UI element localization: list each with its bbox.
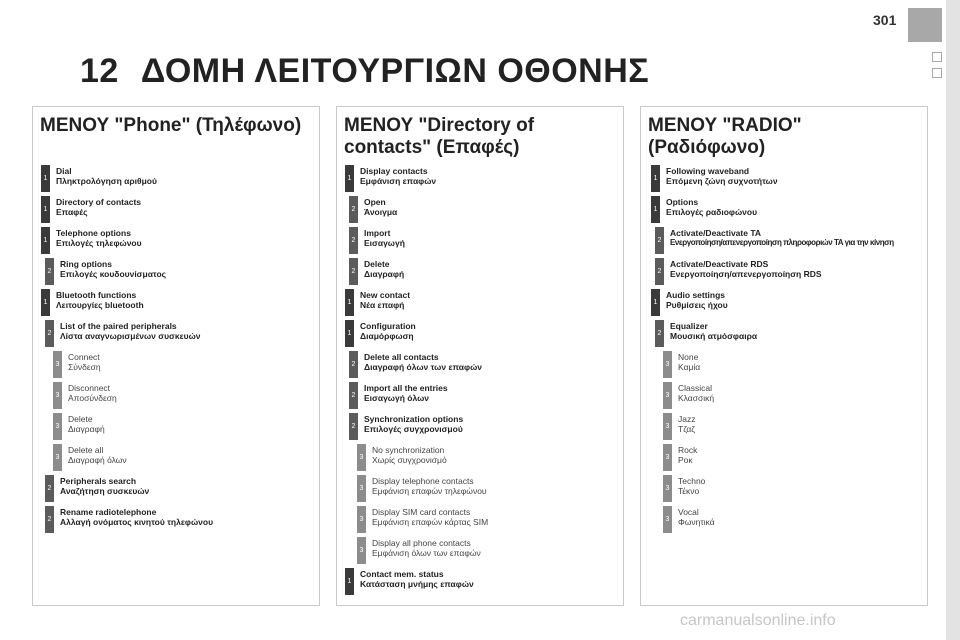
level-badge: 1 — [345, 320, 354, 347]
level-badge: 3 — [663, 506, 672, 533]
level-badge: 1 — [651, 289, 660, 316]
radio-menu-panel: ΜΕΝΟΥ "RADIO" (Ραδιόφωνο) 1 Following waveband Επόμενη ζώνη συχνοτήτων 1 Options Επιλογές ραδιοφώνου 2 Activate/Deactivate TA Ενεργοποίηση/απενεργοποίηση πληροφοριών TA για την κίνηση 2 Activate/Deactivate RDS Ενεργοποίηση/απενεργοποίηση RDS 1 Audio settings Ρυθμίσεις ήχου 2 Equalizer Μουσική ατμόσφαιρα 3 None Καμία 3 Classical Κλασσική 3 Jazz Τζαζ 3 Rock Ροκ 3 Techno Τέκνο 3 Vocal Φωνητικά — [640, 106, 928, 606]
level-badge: 3 — [663, 382, 672, 409]
level-badge: 3 — [663, 475, 672, 502]
level-badge: 2 — [349, 196, 358, 223]
level-badge: 2 — [655, 227, 664, 254]
level-badge: 1 — [41, 227, 50, 254]
level-badge: 3 — [663, 444, 672, 471]
level-badge: 2 — [655, 320, 664, 347]
level-badge: 3 — [357, 475, 366, 502]
contacts-menu-panel: ΜΕΝΟΥ "Directory of contacts" (Επαφές) 1 Display contacts Εμφάνιση επαφών 2 Open Άνοιγμα 2 Import Εισαγωγή 2 Delete Διαγραφή 1 New contact Νέα επαφή 1 Configuration Διαμόρφωση 2 Delete all contacts Διαγραφή όλων των επαφών 2 Import all the entries Εισαγωγή όλων 2 Synchronization options Επιλογές συγχρονισμού 3 No synchronization Χωρίς συγχρονισμό 3 Display telephone contacts Εμφάνιση επαφών τηλεφώνου 3 Display SIM card contacts Εμφάνιση επαφών κάρτας SIM 3 Display all phone contacts Εμφάνιση όλων των επαφών 1 Contact mem. status Κατάσταση μνήμης επαφών — [336, 106, 624, 606]
level-badge: 1 — [651, 196, 660, 223]
level-badge: 2 — [349, 227, 358, 254]
level-badge: 1 — [41, 196, 50, 223]
level-badge: 2 — [349, 351, 358, 378]
chapter-tab-marker — [932, 52, 942, 62]
page-number: 301 — [873, 12, 897, 28]
level-badge: 1 — [345, 289, 354, 316]
panel-title: ΜΕΝΟΥ "Directory of contacts" (Επαφές) — [344, 115, 535, 158]
phone-menu-panel: ΜΕΝΟΥ "Phone" (Τηλέφωνο) 1 Dial Πληκτρολόγηση αριθμού 1 Directory of contacts Επαφές 1 Telephone options Επιλογές τηλεφώνου 2 Ring options Επιλογές κουδουνίσματος 1 Bluetooth functions Λειτουργίες bluetooth 2 List of the paired peripherals Λίστα αναγνωρισμένων συσκευών 3 Connect Σύνδεση 3 Disconnect Αποσύνδεση 3 Delete Διαγραφή 3 Delete all Διαγραφή όλων 2 Peripherals search Αναζήτηση συσκευών 2 Rename radiotelephone Αλλαγή ονόματος κινητού τηλεφώνου — [32, 106, 320, 606]
level-badge: 3 — [357, 444, 366, 471]
chapter-number: 12 — [80, 52, 119, 90]
level-badge: 2 — [45, 258, 54, 285]
level-badge: 2 — [349, 413, 358, 440]
page-title — [80, 52, 649, 91]
level-badge: 2 — [45, 475, 54, 502]
level-badge: 3 — [53, 351, 62, 378]
level-badge: 1 — [41, 165, 50, 192]
level-badge: 1 — [651, 165, 660, 192]
level-badge: 1 — [345, 165, 354, 192]
level-badge: 3 — [53, 413, 62, 440]
level-badge: 3 — [53, 382, 62, 409]
level-badge: 2 — [655, 258, 664, 285]
panel-title: ΜΕΝΟΥ "RADIO" (Ραδιόφωνο) — [648, 115, 802, 158]
level-badge: 1 — [41, 289, 50, 316]
panel-title: ΜΕΝΟΥ "Phone" (Τηλέφωνο) — [40, 115, 302, 136]
level-badge: 1 — [345, 568, 354, 595]
watermark: carmanualsonline.info — [680, 612, 836, 629]
chapter-title: ΔΟΜΗ ΛΕΙΤΟΥΡΓΙΩΝ ΟΘΟΝΗΣ — [140, 52, 650, 90]
level-badge: 3 — [53, 444, 62, 471]
chapter-tab-marker — [932, 68, 942, 78]
corner-block — [908, 8, 942, 42]
level-badge: 2 — [349, 382, 358, 409]
level-badge: 3 — [663, 413, 672, 440]
level-badge: 3 — [357, 537, 366, 564]
level-badge: 2 — [45, 320, 54, 347]
level-badge: 2 — [349, 258, 358, 285]
level-badge: 3 — [663, 351, 672, 378]
level-badge: 3 — [357, 506, 366, 533]
level-badge: 2 — [45, 506, 54, 533]
side-tab-strip — [946, 0, 960, 640]
